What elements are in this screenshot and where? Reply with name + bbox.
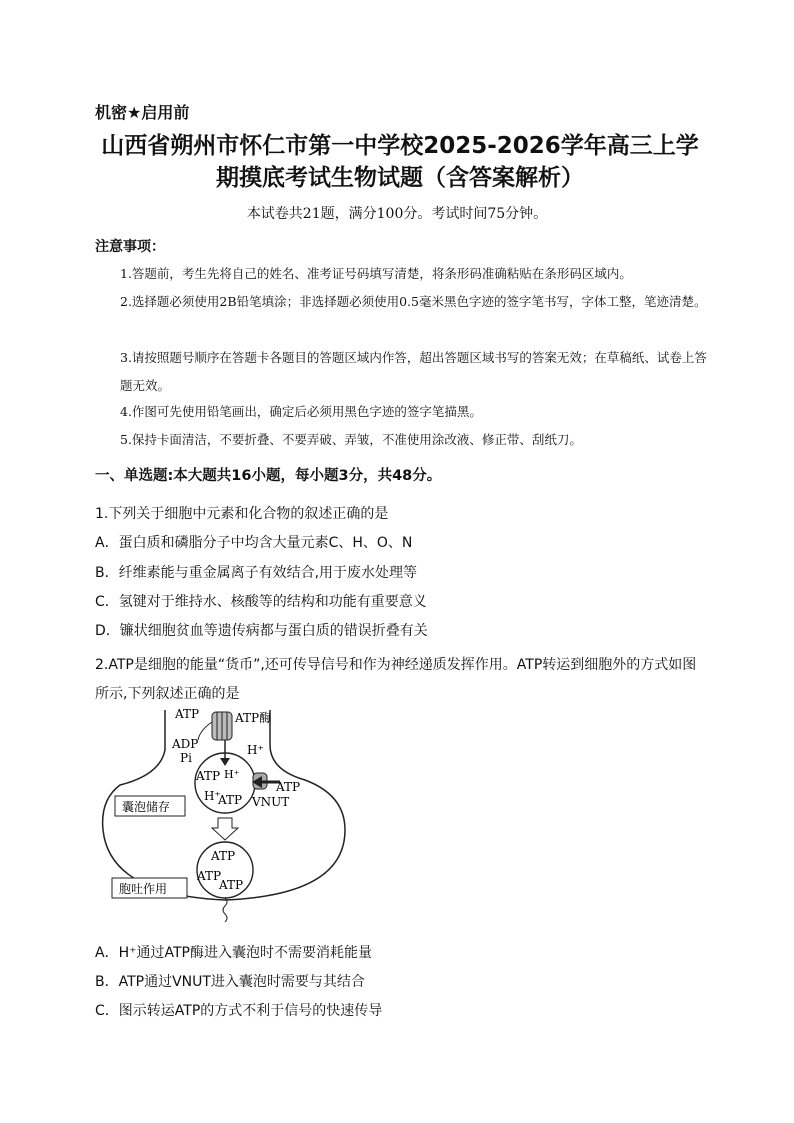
notice-item: 3.请按照题号顺序在答题卡各题目的答题区域内作答，超出答题区域书写的答案无效；在草稿纸、试卷上答题无效。 [120, 350, 707, 393]
notice-item: 1.答题前，考生先将自己的姓名、准考证号码填写清楚，将条形码准确粘贴在条形码区域内。 [120, 266, 632, 281]
question-2-option-c: C．图示转运ATP的方式不利于信号的快速传导 [95, 1003, 383, 1019]
label-atp-low-3: ATP [219, 878, 244, 892]
notice-item: 2.选择题必须使用2B铅笔填涂；非选择题必须使用0.5毫米黑色字迹的签字笔书写，字体工整，笔迹清楚。 [120, 294, 707, 309]
release-line [223, 898, 227, 922]
label-vnut: VNUT [252, 795, 290, 809]
question-2-stem: 2.ATP是细胞的能量“货币”,还可传导信号和作为神经递质发挥作用。ATP转运到细胞外的方式如图所示,下列叙述正确的是 [95, 657, 697, 702]
notice-item: 4.作图可先使用铅笔画出，确定后必须用黑色字迹的签字笔描黑。 [120, 404, 482, 419]
label-h-top: H⁺ [247, 743, 264, 757]
label-h-vesicle-a: H⁺ [224, 768, 240, 781]
label-atp-vesicle: ATP [196, 769, 221, 783]
question-1-stem: 1.下列关于细胞中元素和化合物的叙述正确的是 [95, 506, 389, 522]
confidential-label: 机密★启用前 [95, 103, 190, 122]
section-heading: 一、单选题:本大题共16小题，每小题3分，共48分。 [95, 468, 442, 484]
question-1-option-c: C．氢键对于维持水、核酸等的结构和功能有重要意义 [95, 594, 427, 610]
label-atp-outside: ATP [276, 780, 301, 794]
question-1-option-a: A．蛋白质和磷脂分子中均含大量元素C、H、O、N [95, 535, 413, 551]
label-atp-top: ATP [175, 707, 200, 721]
notice-item: 5.保持卡面清洁，不要折叠、不要弄破、弄皱，不准使用涂改液、修正带、刮纸刀。 [120, 432, 582, 447]
exam-title-line-1: 山西省朔州市怀仁市第一中学校2025-2026学年高三上学 [101, 133, 699, 159]
hollow-arrow [212, 818, 238, 840]
question-2-option-b: B．ATP通过VNUT进入囊泡时需要与其结合 [95, 974, 365, 990]
label-atp-vesicle-2: ATP [218, 793, 243, 807]
exam-title-line-2: 期摸底考试生物试题（含答案解析） [216, 165, 584, 191]
label-pi: Pi [180, 751, 192, 765]
atp-transport-diagram [100, 700, 350, 930]
label-atp-enzyme: ATP酶 [235, 711, 272, 725]
question-1-option-b: B．纤维素能与重金属离子有效结合,用于废水处理等 [95, 565, 418, 581]
question-1-option-d: D．镰状细胞贫血等遗传病都与蛋白质的错误折叠有关 [95, 623, 428, 639]
exam-info: 本试卷共21题，满分100分。考试时间75分钟。 [246, 206, 548, 222]
label-atp-low-1: ATP [211, 849, 236, 863]
label-h-vesicle-b: H⁺ [204, 789, 221, 803]
label-adp: ADP [172, 737, 199, 751]
label-atp-low-2: ATP [197, 869, 222, 883]
notice-heading: 注意事项： [95, 239, 165, 255]
label-exocytosis: 胞吐作用 [119, 882, 168, 896]
question-2-option-a: A．H⁺通过ATP酶进入囊泡时不需要消耗能量 [95, 945, 372, 961]
label-vesicle-storage: 囊泡储存 [122, 800, 171, 814]
